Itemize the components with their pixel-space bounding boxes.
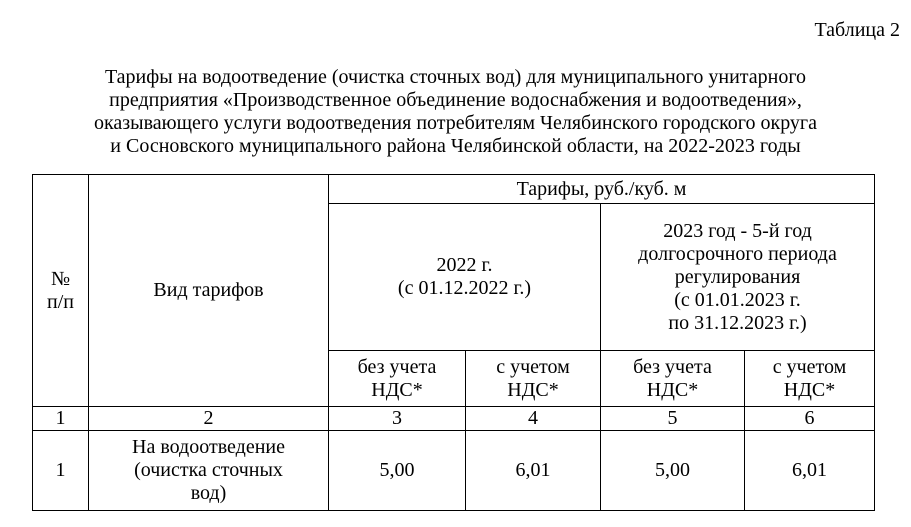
tariffs-table (32, 174, 875, 511)
column-number: 2 (89, 407, 329, 431)
column-number: 5 (601, 407, 745, 431)
col-header-tariffs: Тарифы, руб./куб. м (329, 175, 875, 204)
col-header-number: № п/п (33, 175, 89, 407)
document-title (0, 66, 911, 158)
row-tariff-type: На водоотведение (очистка сточных вод) (89, 431, 329, 511)
row-number: 1 (33, 431, 89, 511)
value-2022-with-vat: 6,01 (466, 431, 601, 511)
table-header-row (33, 175, 875, 204)
value-2022-without-vat: 5,00 (329, 431, 466, 511)
table-number: Таблица 2 (814, 19, 900, 41)
col-header-tariff-type: Вид тарифов (89, 175, 329, 407)
value-2023-without-vat: 5,00 (601, 431, 745, 511)
col-header-without-vat: без учета НДС* (329, 351, 466, 407)
col-header-period-2022: 2022 г. (с 01.12.2022 г.) (329, 204, 601, 351)
column-number: 4 (466, 407, 601, 431)
title-line: оказывающего услуги водоотведения потребителям Челябинского городского округа (93, 112, 818, 134)
title-line: предприятия «Производственное объединение водоснабжения и водоотведения», (109, 89, 802, 111)
col-header-with-vat: с учетом НДС* (466, 351, 601, 407)
table-row (33, 431, 875, 511)
title-line: Тарифы на водоотведение (очистка сточных вод) для муниципального унитарного (104, 66, 807, 88)
value-2023-with-vat: 6,01 (745, 431, 875, 511)
col-header-period-2023: 2023 год - 5-й год долгосрочного периода регулирования (с 01.01.2023 г. по 31.12.2023 г.) (601, 204, 875, 351)
column-number: 3 (329, 407, 466, 431)
title-line: и Сосновского муниципального района Челябинской области, на 2022-2023 годы (110, 135, 801, 157)
col-header-without-vat: без учета НДС* (601, 351, 745, 407)
col-header-with-vat: с учетом НДС* (745, 351, 875, 407)
column-number: 6 (745, 407, 875, 431)
column-number: 1 (33, 407, 89, 431)
column-number-row (33, 407, 875, 431)
